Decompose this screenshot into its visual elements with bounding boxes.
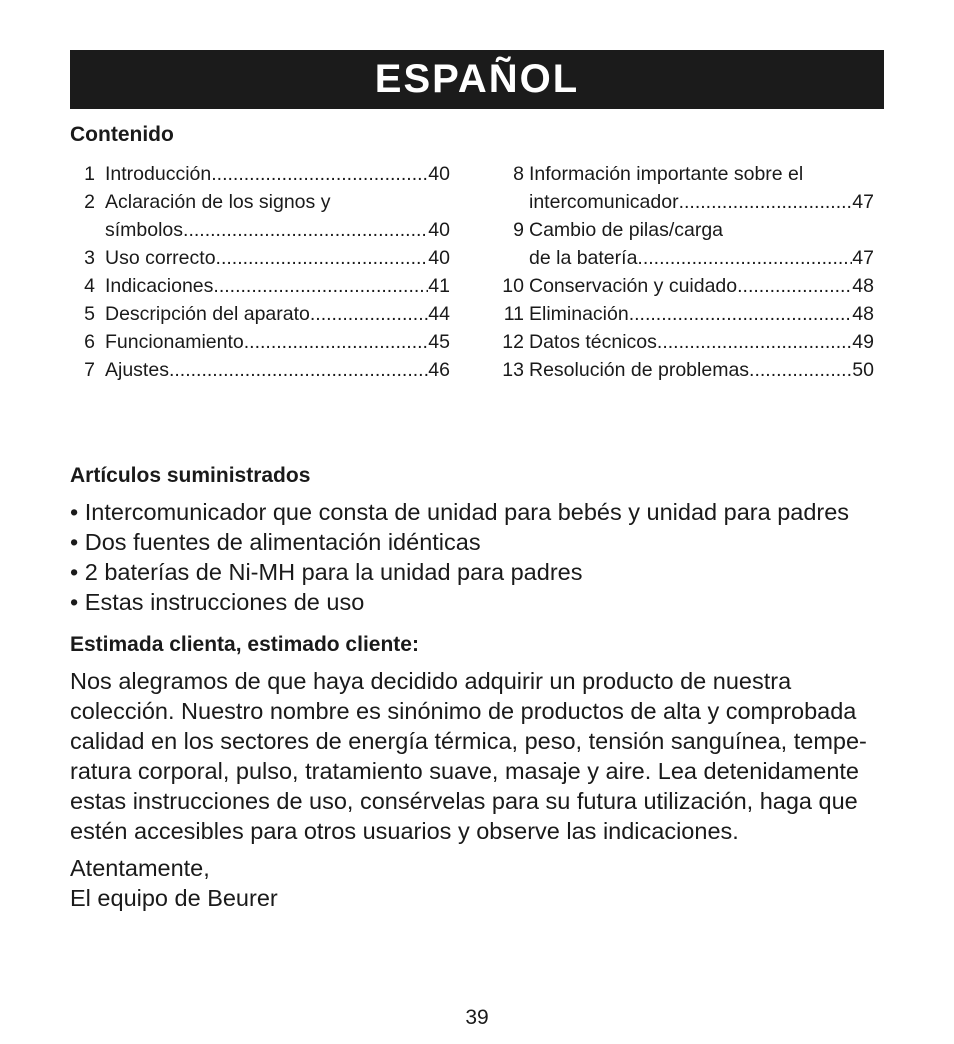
toc-title: símbolos — [105, 219, 184, 241]
toc-leader-dots — [749, 356, 852, 384]
toc-number: 11 — [503, 303, 524, 325]
toc-leader-dots — [213, 272, 428, 300]
toc-leader-dots — [637, 244, 852, 272]
toc-number: 7 — [84, 359, 95, 381]
toc-title: Cambio de pilas/carga — [529, 219, 724, 241]
page-number: 39 — [465, 1006, 489, 1029]
body-line: estén accesibles para otros usuarios y observe las indicaciones. — [70, 818, 739, 844]
toc-leader-dots — [679, 188, 853, 216]
toc-entry — [490, 300, 874, 328]
toc-number: 6 — [84, 331, 95, 353]
toc-leader-dots — [629, 300, 853, 328]
body-line: Nos alegramos de que haya decidido adquirir un producto de nuestra — [70, 668, 792, 694]
toc-page: 49 — [852, 331, 874, 353]
toc-entry — [70, 160, 450, 188]
list-item: • Dos fuentes de alimentación idénticas — [70, 529, 481, 555]
toc-leader-dots — [216, 244, 429, 272]
toc-title: Datos técnicos — [529, 331, 657, 353]
toc-leader-dots — [169, 356, 428, 384]
toc-entry — [490, 244, 874, 272]
toc-page: 47 — [852, 191, 874, 213]
body-line: ratura corporal, pulso, tratamiento suave, masaje y aire. Lea detenidamente — [70, 758, 859, 784]
toc-title: intercomunicador — [529, 191, 679, 213]
signature: El equipo de Beurer — [70, 885, 278, 911]
toc-page: 44 — [428, 303, 450, 325]
toc-right-column — [490, 160, 874, 384]
letter-sign-off — [70, 853, 278, 913]
toc-entry — [70, 300, 450, 328]
toc-title: Eliminación — [529, 303, 629, 325]
toc-number: 2 — [84, 191, 95, 213]
toc-number: 12 — [502, 331, 524, 353]
toc-title: Indicaciones — [105, 275, 214, 297]
toc-title: Descripción del aparato — [105, 303, 310, 325]
toc-entry — [70, 356, 450, 384]
toc-entry — [490, 356, 874, 384]
toc-page: 46 — [428, 359, 450, 381]
toc-title: Resolución de problemas — [529, 359, 750, 381]
toc-entry — [490, 160, 874, 188]
greeting-heading: Estimada clienta, estimado cliente: — [70, 633, 419, 656]
toc-number: 5 — [84, 303, 95, 325]
toc-page: 40 — [428, 219, 450, 241]
list-item: • Estas instrucciones de uso — [70, 589, 365, 615]
toc-page: 47 — [852, 247, 874, 269]
toc-page: 45 — [428, 331, 450, 353]
toc-page: 41 — [428, 275, 450, 297]
toc-number: 10 — [502, 275, 524, 297]
supplied-list — [70, 497, 890, 617]
toc-entry — [490, 216, 874, 244]
toc-leader-dots — [183, 216, 428, 244]
toc-leader-dots — [211, 160, 428, 188]
toc-title: Funcionamiento — [105, 331, 244, 353]
closing: Atentamente, — [70, 855, 210, 881]
toc-title: Uso correcto — [105, 247, 216, 269]
toc-title: Aclaración de los signos y — [105, 191, 331, 213]
toc-page: 40 — [428, 163, 450, 185]
toc-title: de la batería — [529, 247, 638, 269]
supplied-heading: Artículos suministrados — [70, 464, 311, 487]
toc-number: 3 — [84, 247, 95, 269]
toc-number — [490, 244, 524, 272]
body-line: calidad en los sectores de energía térmica, peso, tensión sanguínea, tempe- — [70, 728, 867, 754]
list-item: • 2 baterías de Ni-MH para la unidad para padres — [70, 559, 583, 585]
toc-entry — [490, 272, 874, 300]
toc-entry — [490, 328, 874, 356]
toc-number: 1 — [84, 163, 95, 185]
letter-body — [70, 666, 890, 846]
language-banner — [70, 50, 884, 109]
language-title: ESPAÑOL — [374, 57, 580, 101]
toc-entry — [70, 216, 450, 244]
toc-entry — [70, 272, 450, 300]
contents-heading: Contenido — [70, 123, 174, 146]
toc-number: 4 — [84, 275, 95, 297]
toc-number — [490, 188, 524, 216]
toc-leader-dots — [244, 328, 429, 356]
list-item: • Intercomunicador que consta de unidad para bebés y unidad para padres — [70, 499, 850, 525]
toc-left-column — [70, 160, 450, 384]
toc-number: 9 — [513, 219, 524, 241]
toc-entry — [70, 328, 450, 356]
toc-page: 48 — [852, 303, 874, 325]
toc-title: Ajustes — [105, 359, 169, 381]
toc-page: 48 — [852, 275, 874, 297]
toc-leader-dots — [657, 328, 852, 356]
toc-entry — [70, 244, 450, 272]
body-line: estas instrucciones de uso, consérvelas para su futura utilización, haga que — [70, 788, 858, 814]
toc-entry — [70, 188, 450, 216]
toc-leader-dots — [737, 272, 852, 300]
toc-number: 8 — [513, 163, 524, 185]
toc-title: Introducción — [105, 163, 212, 185]
toc-title: Conservación y cuidado — [529, 275, 738, 297]
toc-number: 13 — [502, 359, 524, 381]
toc-number — [70, 216, 95, 244]
toc-entry — [490, 188, 874, 216]
toc-leader-dots — [310, 300, 428, 328]
toc-page: 50 — [852, 359, 874, 381]
toc-title: Información importante sobre el — [529, 163, 804, 185]
toc-page: 40 — [428, 247, 450, 269]
body-line: colección. Nuestro nombre es sinónimo de productos de alta y comprobada — [70, 698, 857, 724]
